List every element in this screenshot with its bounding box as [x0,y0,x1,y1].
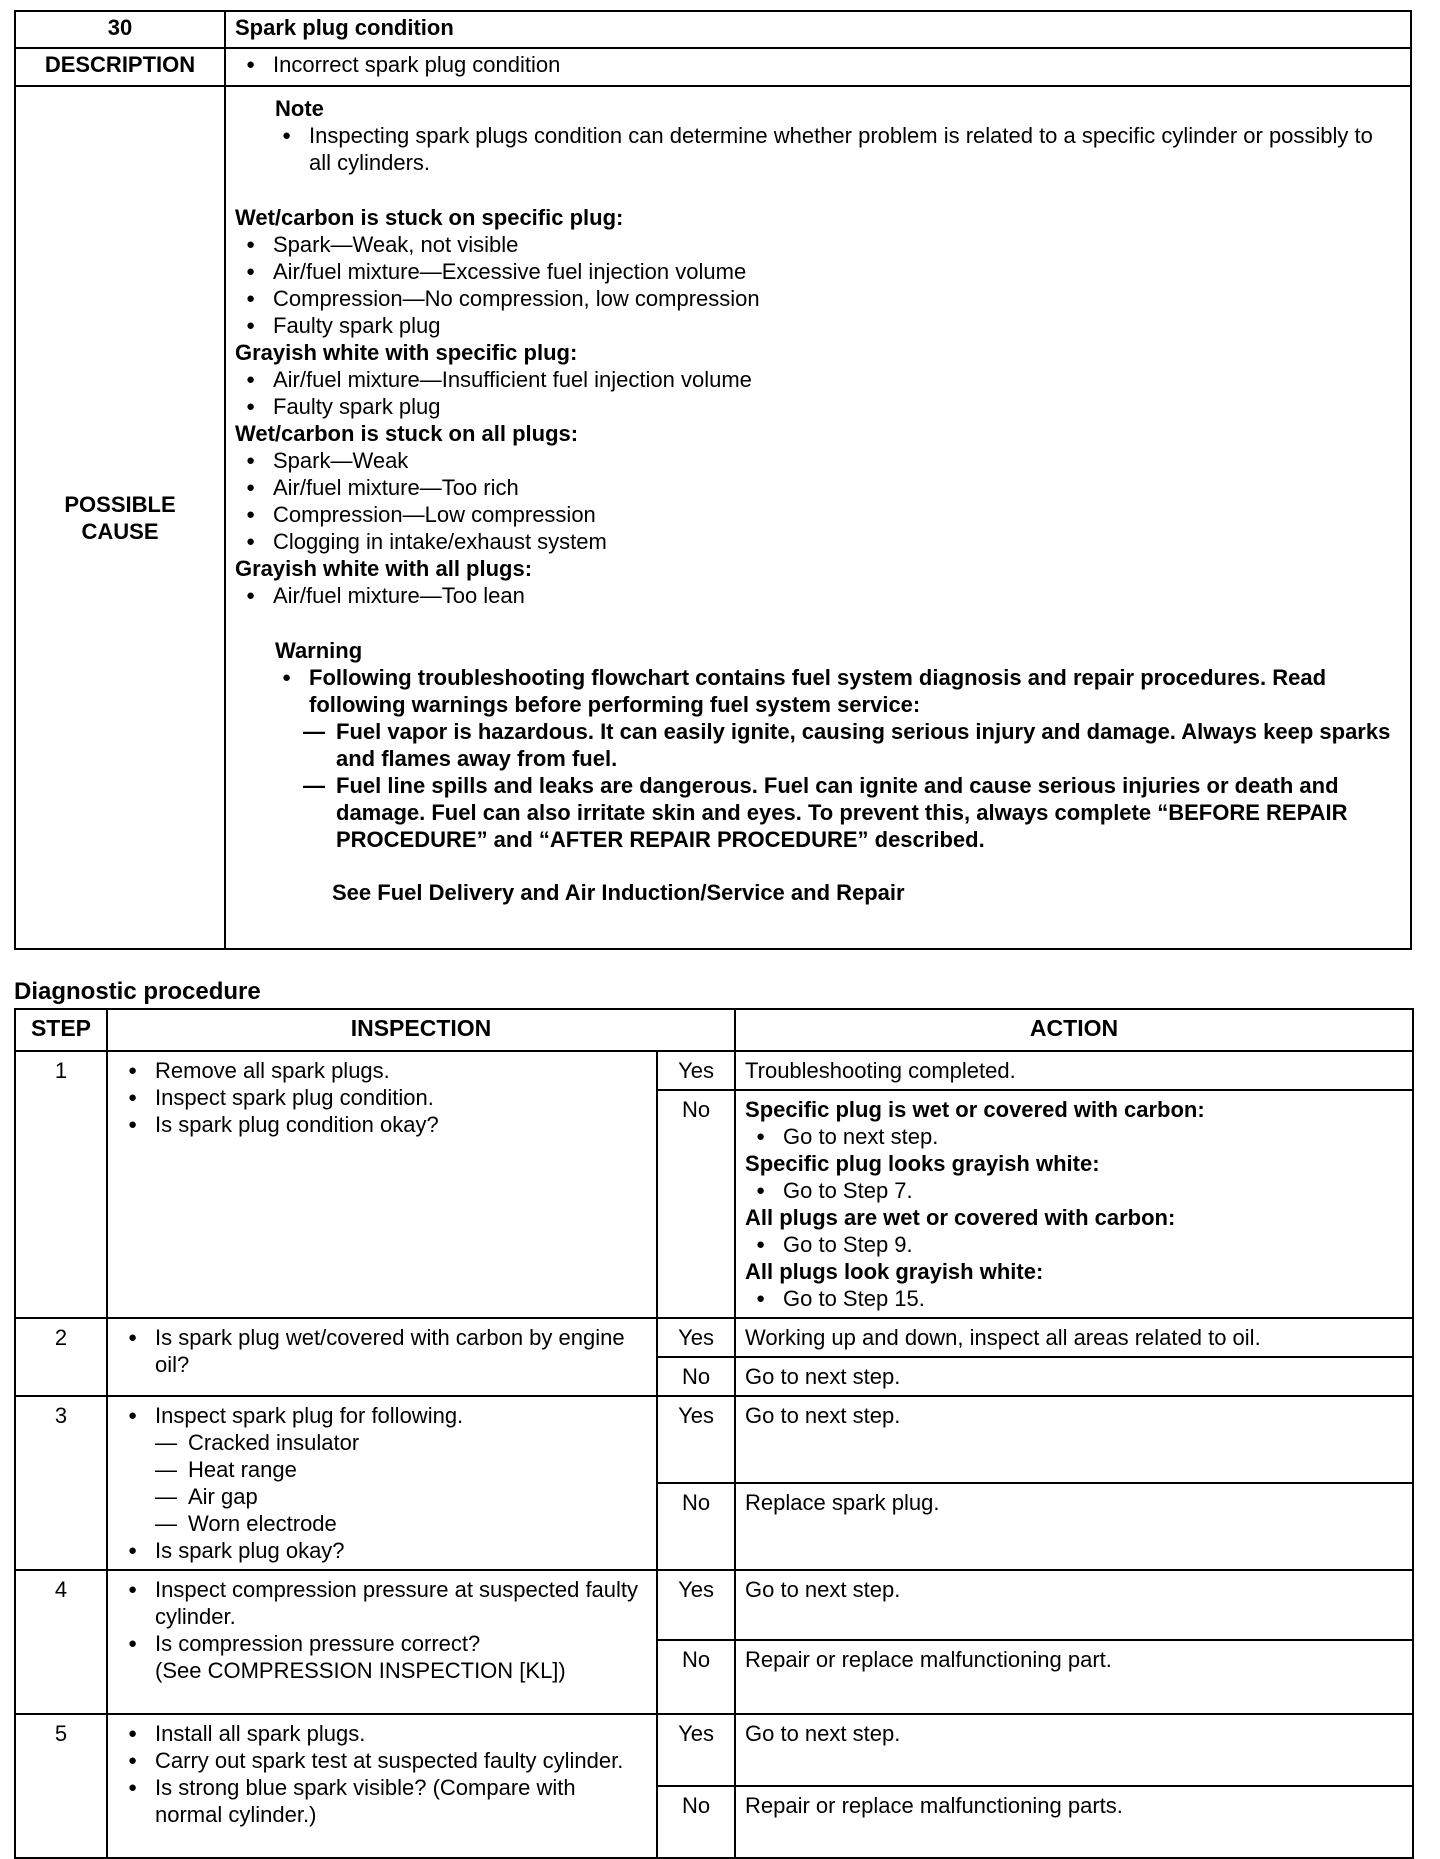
diagnostic-procedure-heading: Diagnostic procedure [14,978,261,1005]
description-label: DESCRIPTION [15,48,225,86]
yes-label: Yes [657,1570,735,1640]
possible-cause-cell [225,86,1411,949]
warning-heading: Warning [275,638,363,663]
action-item: ● Go to next step. [745,1123,1403,1150]
inspection-sub-item: — Air gap [155,1483,647,1510]
cause-item: ● Faulty spark plug [235,312,1400,339]
yes-action: Go to next step. [735,1570,1413,1640]
table-row [15,1396,1413,1483]
step-number: 4 [15,1570,107,1714]
cause-group [235,339,1400,420]
inspection-cell [107,1714,657,1858]
inspection-reference: (See COMPRESSION INSPECTION [KL]) [155,1658,566,1683]
action-heading: Specific plug is wet or covered with carbon: [745,1097,1205,1122]
cause-item: ● Compression—No compression, low compression [235,285,1400,312]
description-item: ● Incorrect spark plug condition [235,51,1401,78]
cause-group-heading: Grayish white with all plugs: [235,556,533,581]
diagnostic-procedure-table [14,1008,1414,1859]
cause-item: ● Faulty spark plug [235,393,1400,420]
item-title: Spark plug condition [225,11,1411,48]
no-action: Repair or replace malfunctioning part. [735,1640,1413,1714]
table-row [15,1318,1413,1357]
cause-item: ● Air/fuel mixture—Too lean [235,582,1400,609]
inspection-item: ● Install all spark plugs. [117,1720,647,1747]
no-label: No [657,1483,735,1570]
inspection-item: ● Is spark plug condition okay? [117,1111,647,1138]
table-row [15,1714,1413,1786]
inspection-item: ● Remove all spark plugs. [117,1057,647,1084]
yes-action: Go to next step. [735,1714,1413,1786]
no-action: Go to next step. [735,1357,1413,1396]
inspection-cell [107,1570,657,1714]
yes-label: Yes [657,1396,735,1483]
warning-sub-item: — Fuel line spills and leaks are dangerous. Fuel can ignite and cause serious injuries or death and damage. Fuel can also irritate skin and eyes. To prevent this, always complete “BEFORE REPAIR PROCEDURE” and “AFTER REPAIR PROCEDURE” described. [303,772,1400,853]
step-number: 3 [15,1396,107,1570]
cause-item: ● Air/fuel mixture—Insufficient fuel injection volume [235,366,1400,393]
inspection-item: ● Carry out spark test at suspected faulty cylinder. [117,1747,647,1774]
inspection-sub-item: — Cracked insulator [155,1429,647,1456]
note-heading: Note [275,96,324,121]
cause-item: ● Compression—Low compression [235,501,1400,528]
inspection-cell [107,1051,657,1318]
note-text: ● Inspecting spark plugs condition can determine whether problem is related to a specific cylinder or possibly to all cylinders. [271,122,1400,176]
cause-item: ● Spark—Weak [235,447,1400,474]
cause-item: ● Clogging in intake/exhaust system [235,528,1400,555]
cause-group-heading: Wet/carbon is stuck on specific plug: [235,205,624,230]
no-action [735,1090,1413,1318]
warning-text: ● Following troubleshooting flowchart contains fuel system diagnosis and repair procedures. Read following warnings before performing fuel system service: [271,664,1400,718]
cause-group [235,420,1400,555]
cause-group-heading: Grayish white with specific plug: [235,340,578,365]
action-item: ● Go to Step 9. [745,1231,1403,1258]
description-cell [225,48,1411,86]
step-number: 5 [15,1714,107,1858]
inspection-item: ● Is spark plug okay? [117,1537,647,1564]
inspection-item: ● Is compression pressure correct? [117,1630,647,1657]
item-number: 30 [15,11,225,48]
inspection-cell [107,1318,657,1396]
no-label: No [657,1640,735,1714]
possible-cause-label-line1: POSSIBLE [64,491,176,517]
warning-block [271,664,1400,853]
action-item: ● Go to Step 15. [745,1285,1403,1312]
cause-group [235,204,1400,339]
action-heading: All plugs are wet or covered with carbon: [745,1205,1176,1230]
inspection-item: ● Inspect compression pressure at suspected faulty cylinder. [117,1576,647,1630]
yes-action: Troubleshooting completed. [735,1051,1413,1090]
yes-action: Go to next step. [735,1396,1413,1483]
col-header-action: ACTION [735,1009,1413,1051]
inspection-cell [107,1396,657,1570]
step-number: 1 [15,1051,107,1318]
table-row [15,1051,1413,1090]
col-header-step: STEP [15,1009,107,1051]
spark-plug-condition-table [14,10,1412,950]
table-row [15,1570,1413,1640]
action-heading: Specific plug looks grayish white: [745,1151,1100,1176]
see-reference: See Fuel Delivery and Air Induction/Service and Repair [332,880,905,905]
inspection-sub-item: — Worn electrode [155,1510,647,1537]
yes-label: Yes [657,1714,735,1786]
step-number: 2 [15,1318,107,1396]
inspection-item: ● Inspect spark plug condition. [117,1084,647,1111]
inspection-item: ● Inspect spark plug for following. [117,1402,647,1429]
inspection-sub-item: — Heat range [155,1456,647,1483]
cause-item: ● Air/fuel mixture—Too rich [235,474,1400,501]
yes-label: Yes [657,1051,735,1090]
cause-group-heading: Wet/carbon is stuck on all plugs: [235,421,579,446]
no-action: Replace spark plug. [735,1483,1413,1570]
cause-item: ● Air/fuel mixture—Excessive fuel injection volume [235,258,1400,285]
cause-group [235,555,1400,609]
inspection-item: ● Is strong blue spark visible? (Compare with normal cylinder.) [117,1774,647,1828]
col-header-inspection: INSPECTION [107,1009,735,1051]
no-label: No [657,1786,735,1858]
action-heading: All plugs look grayish white: [745,1259,1044,1284]
no-label: No [657,1357,735,1396]
no-action: Repair or replace malfunctioning parts. [735,1786,1413,1858]
yes-action: Working up and down, inspect all areas related to oil. [735,1318,1413,1357]
yes-label: Yes [657,1318,735,1357]
warning-sub-item: — Fuel vapor is hazardous. It can easily ignite, causing serious injury and damage. Always keep sparks and flames away from fuel. [303,718,1400,772]
possible-cause-label-line2: CAUSE [81,518,159,544]
cause-item: ● Spark—Weak, not visible [235,231,1400,258]
no-label: No [657,1090,735,1318]
possible-cause-label [15,86,225,949]
action-item: ● Go to Step 7. [745,1177,1403,1204]
inspection-item: ● Is spark plug wet/covered with carbon by engine oil? [117,1324,647,1378]
